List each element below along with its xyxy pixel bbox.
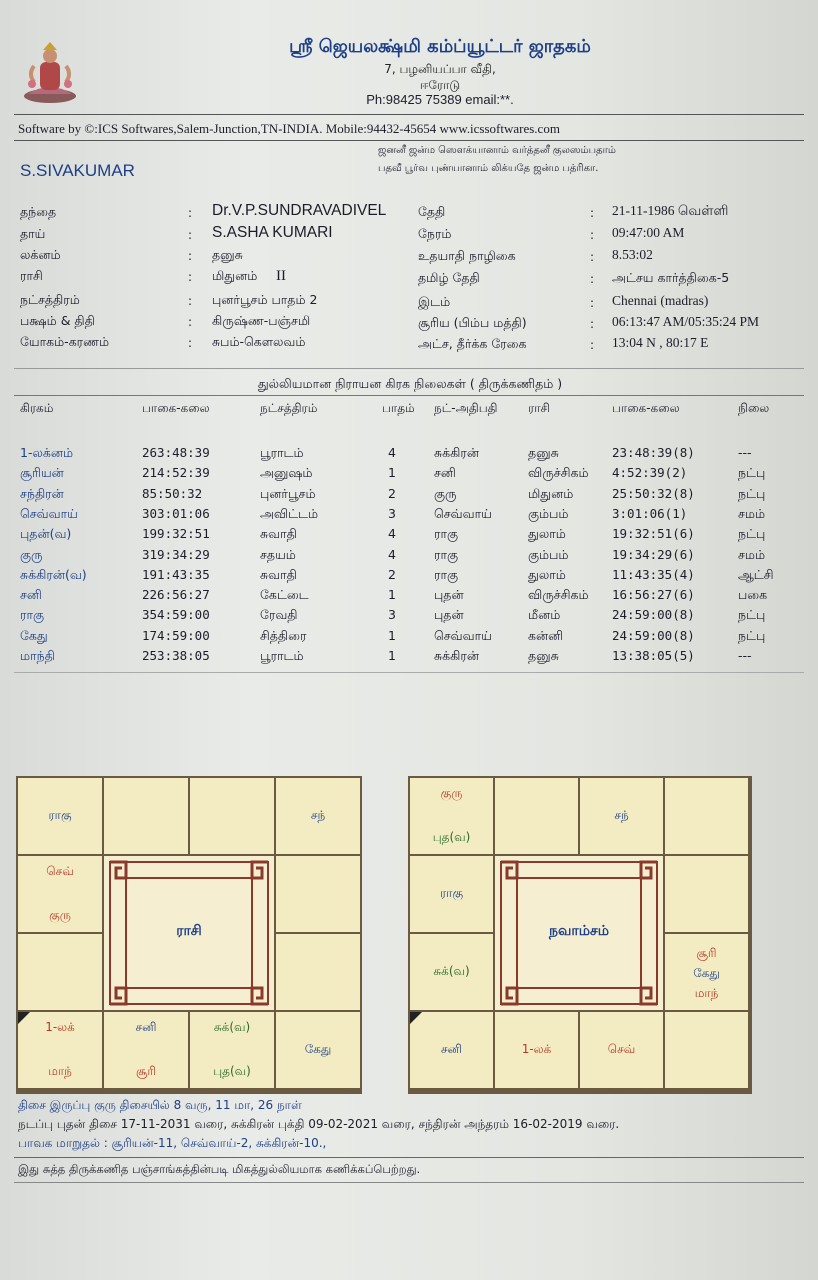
table-cell: 214:52:39: [142, 465, 210, 481]
planet-label: குரு: [440, 786, 463, 800]
label-tamil-date: தமிழ் தேதி: [418, 270, 480, 285]
chart-house: [18, 778, 102, 854]
rasi-chart: [16, 776, 362, 1094]
divider: [14, 140, 804, 141]
planet-table-title: துல்லியமான நிராயன கிரக நிலைகள் ( திருக்கணிதம் ): [257, 376, 563, 391]
table-cell: நட்பு: [738, 465, 766, 481]
chart-house: [665, 1012, 748, 1088]
navamsa-chart: [408, 776, 752, 1094]
table-cell: செவ்வாய்: [434, 627, 492, 643]
table-cell: துலாம்: [528, 526, 566, 542]
address-line-1: 7, பழனியப்பா வீதி,: [384, 62, 496, 76]
table-cell: 199:32:51: [142, 526, 210, 542]
label-mother: தாய்: [20, 226, 46, 241]
table-cell: 226:56:27: [142, 587, 210, 603]
table-cell: நட்பு: [738, 485, 766, 501]
label-sunrise: சூரிய (பிம்ப மத்தி): [418, 315, 527, 330]
chart-house: [665, 934, 748, 1010]
table-cell: பூராடம்: [260, 445, 304, 460]
table-cell: 3: [388, 607, 396, 623]
label-udayathi: உதயாதி நாழிகை: [418, 248, 516, 263]
table-cell: 1: [388, 648, 396, 663]
table-cell: 19:34:29(6): [612, 546, 695, 562]
value-time: 09:47:00 AM: [612, 225, 685, 240]
table-cell: தனுசு: [528, 648, 559, 663]
table-cell: ---: [738, 445, 752, 460]
planet-name-cell: சுக்கிரன்(வ): [20, 566, 87, 582]
planet-label: புத(வ): [432, 830, 471, 844]
table-header: ராசி: [528, 401, 550, 415]
label-rasi: ராசி: [20, 268, 43, 283]
label-lat-long: அட்ச, தீர்க்க ரேகை: [418, 336, 527, 351]
planet-name-cell: ராகு: [20, 607, 45, 623]
value-date: 21-11-1986 வெள்ளி: [612, 203, 729, 218]
table-cell: கேட்டை: [260, 587, 309, 603]
table-cell: ராகு: [434, 526, 459, 542]
chart-house: [18, 1012, 102, 1088]
table-cell: ராகு: [434, 546, 459, 562]
planet-name-cell: சூரியன்: [20, 465, 64, 481]
chart-house: [276, 1012, 360, 1088]
planet-label: சூரி: [696, 946, 717, 960]
table-cell: புனர்பூசம்: [260, 485, 316, 501]
table-cell: சுக்கிரன்: [434, 445, 479, 460]
table-cell: நட்பு: [738, 526, 766, 542]
table-cell: 4: [388, 546, 396, 562]
chart-house: [495, 1012, 578, 1088]
planet-label: கேது: [304, 1042, 332, 1056]
chart-house: [410, 778, 493, 854]
planet-name-cell: செவ்வாய்: [20, 505, 78, 521]
address-line-2: ஈரோடு: [419, 78, 461, 92]
table-cell: 191:43:35: [142, 566, 210, 582]
label-lagna: லக்னம்: [20, 247, 61, 262]
table-cell: 2: [388, 566, 396, 582]
value-paksha-tithi: கிருஷ்ண-பஞ்சமி: [212, 313, 311, 328]
label-star: நட்சத்திரம்: [20, 292, 80, 307]
chart-house: [665, 778, 748, 854]
table-cell: சுவாதி: [260, 566, 297, 582]
table-cell: 23:48:39(8): [612, 445, 695, 460]
chart-house: [276, 856, 360, 932]
value-sunrise: 06:13:47 AM/05:35:24 PM: [612, 314, 760, 329]
table-cell: குரு: [434, 485, 457, 501]
table-cell: நட்பு: [738, 607, 766, 623]
planet-label: ராகு: [439, 886, 464, 900]
table-header: பாகை-கலை: [142, 401, 210, 415]
table-header: நட்சத்திரம்: [260, 401, 318, 415]
table-header: நட்-அதிபதி: [434, 401, 498, 415]
planet-label: குரு: [49, 908, 71, 922]
table-cell: புதன்: [434, 587, 464, 603]
table-cell: 253:38:05: [142, 648, 210, 663]
divider: [14, 368, 804, 369]
table-cell: மிதுனம்: [528, 485, 574, 501]
value-lat-long: 13:04 N , 80:17 E: [612, 335, 709, 350]
table-cell: நட்பு: [738, 627, 766, 643]
table-cell: 3:01:06(1): [612, 505, 688, 521]
current-dasa: நடப்பு புதன் திசை 17-11-2031 வரை, சுக்கிரன் புக்தி 09-02-2021 வரை, சந்திரன் அந்தரம் 16-02-2019 வரை.: [18, 1117, 620, 1131]
table-cell: 3: [388, 505, 396, 521]
chart-house: [276, 934, 360, 1010]
table-cell: 1: [388, 465, 396, 481]
table-header: பாதம்: [382, 401, 415, 415]
value-mother: S.ASHA KUMARI: [212, 224, 333, 241]
table-cell: 263:48:39: [142, 445, 210, 460]
table-cell: 1: [388, 587, 396, 603]
planet-name-cell: குரு: [20, 546, 43, 562]
label-paksha-tithi: பக்ஷம் & திதி: [20, 313, 95, 328]
label-place: இடம்: [418, 294, 451, 309]
phone-email: Ph:98425 75389 email:**.: [366, 92, 514, 107]
table-cell: சுக்கிரன்: [434, 648, 479, 663]
lagna-marker-icon: [18, 1012, 30, 1024]
chart-center: [495, 856, 663, 1010]
table-cell: 174:59:00: [142, 627, 210, 643]
page-title: ஸ்ரீ ஜெயலக்ஷ்மி கம்ப்யூட்டர் ஜாதகம்: [289, 36, 591, 57]
label-date: தேதி: [418, 204, 446, 219]
label-time: நேரம்: [418, 226, 452, 241]
table-header: பாகை-கலை: [612, 401, 680, 415]
table-cell: சனி: [434, 465, 456, 481]
divider: [14, 1157, 804, 1158]
chart-house: [410, 934, 493, 1010]
chart-house: [18, 934, 102, 1010]
chart-house: [495, 778, 578, 854]
chart-center-label: நவாம்சம்: [549, 923, 609, 939]
value-udayathi: 8.53:02: [612, 247, 653, 262]
planet-label: மாந்: [48, 1064, 72, 1078]
planet-label: சூரி: [135, 1064, 157, 1078]
table-cell: விருச்சிகம்: [528, 465, 589, 481]
value-rasi-extra: II: [276, 268, 286, 284]
table-cell: அனுஷம்: [260, 465, 313, 481]
planet-label: சனி: [135, 1020, 157, 1034]
table-cell: சித்திரை: [260, 627, 307, 643]
blessing-line-1: ஜனனீ ஜன்ம ஸௌக்யானாம் வர்த்தனீ குலஸம்பதாம்: [378, 145, 616, 156]
chart-house: [580, 778, 663, 854]
planet-name-cell: 1-லக்னம்: [20, 445, 74, 460]
planet-label: செவ்: [607, 1042, 636, 1056]
chart-house: [104, 778, 188, 854]
table-cell: ரேவதி: [260, 607, 298, 623]
planet-name-cell: புதன்(வ): [20, 526, 72, 542]
table-cell: பகை: [738, 587, 768, 603]
planet-label: புத(வ): [213, 1064, 251, 1078]
value-yoga-karana: சுபம்-கௌலவம்: [212, 334, 306, 349]
table-cell: சமம்: [738, 546, 766, 562]
table-cell: 16:56:27(6): [612, 587, 695, 603]
table-cell: 13:38:05(5): [612, 648, 695, 663]
chart-house: [665, 856, 748, 932]
table-cell: ராகு: [434, 566, 459, 582]
planet-label: ராகு: [48, 808, 72, 822]
planet-label: மாந்: [694, 986, 719, 1000]
planet-name-cell: சனி: [20, 587, 42, 603]
planet-name-cell: சந்திரன்: [20, 485, 64, 501]
bhava-change: பாவக மாறுதல் : சூரியன்-11, செவ்வாய்-2, சுக்கிரன்-10.,: [18, 1136, 327, 1150]
table-cell: 1: [388, 627, 396, 643]
lagna-marker-icon: [410, 1012, 422, 1024]
value-tamil-date: அட்சய கார்த்திகை-5: [612, 270, 730, 285]
table-cell: கன்னி: [528, 627, 564, 643]
chart-house: [18, 856, 102, 932]
table-cell: 11:43:35(4): [612, 566, 695, 582]
chart-center: [104, 856, 274, 1010]
planet-label: சந்: [614, 808, 629, 822]
person-name: S.SIVAKUMAR: [20, 161, 135, 180]
lakshmi-deity-icon: [22, 40, 78, 104]
planet-label: சனி: [441, 1042, 462, 1056]
chart-house: [190, 1012, 274, 1088]
table-cell: புதன்: [434, 607, 464, 623]
chart-house: [190, 778, 274, 854]
planet-label: 1-லக்: [521, 1042, 552, 1056]
table-cell: கும்பம்: [528, 505, 569, 521]
chart-house: [276, 778, 360, 854]
software-credit: Software by ©:ICS Softwares,Salem-Junction,TN-INDIA. Mobile:94432-45654 www.icssoftwares.com: [18, 121, 560, 136]
table-cell: 4:52:39(2): [612, 465, 688, 481]
blessing-line-2: பதவீ பூர்வ புண்யானாம் லிக்யதே ஜன்ம பத்ரிகா.: [378, 163, 599, 174]
table-cell: 24:59:00(8): [612, 607, 695, 623]
table-cell: 4: [388, 526, 396, 542]
chart-house: [580, 1012, 663, 1088]
table-cell: ஆட்சி: [738, 566, 774, 582]
value-place: Chennai (madras): [612, 293, 709, 308]
table-cell: 24:59:00(8): [612, 627, 695, 643]
table-header: கிரகம்: [20, 401, 54, 415]
planet-label: கேது: [693, 966, 720, 980]
chart-house: [410, 1012, 493, 1088]
planet-label: சந்: [310, 808, 326, 822]
value-star: புனர்பூசம் பாதம் 2: [212, 292, 318, 307]
planet-label: சுக்(வ): [213, 1020, 251, 1034]
table-header: நிலை: [738, 401, 770, 415]
planet-label: 1-லக்: [45, 1020, 75, 1034]
table-cell: 85:50:32: [142, 485, 203, 501]
chart-house: [104, 1012, 188, 1088]
table-cell: 319:34:29: [142, 546, 210, 562]
horoscope-page: ஸ்ரீ ஜெயலக்ஷ்மி கம்ப்யூட்டர் ஜாதகம் 7, பழனியப்பா வீதி, ஈரோடு Ph:98425 75389 email:**. Software by ©:ICS Softwares,Salem-Junction,TN-INDIA. Mobile:94432-45654 www.icssoftwares.com S.SIVAKUMAR ஜனனீ ஜன்ம ஸௌக்யானாம் வர்த்தனீ குலஸம்பதாம் பதவீ பூர்வ புண்யானாம் லிக்யதே ஜன்ம பத்ரிகா. தந்தை தாய் லக்னம் ராசி நட்சத்திரம் பக்ஷம் & திதி யோகம்-கரணம் : : : : : : : Dr.V.P.SUNDRAVADIVEL S.ASHA KUMARI தனுசு மிதுனம் II புனர்பூசம் பாதம் 2 கிருஷ்ண-பஞ்சமி சுபம்-கௌலவம் தேதி நேரம் உதயாதி நாழிகை தமிழ் தேதி இடம் சூரிய (பிம்ப மத்தி) அட்ச, தீர்க்க ரேகை : : : : : : : 21-11-1986 வெள்ளி 09:47:00 AM 8.53:02 அட்சய கார்த்திகை-5 Chennai (madras) 06:13:47 AM/05:35:24 PM 13:04 N , 80:17 E துல்லியமான நிராயன கிரக நிலைகள் ( திருக்கணிதம் ) கிரகம் பாகை-கலை நட்சத்திரம் பாதம் நட்-அதிபதி ராசி பாகை-கலை நிலை 1-லக்னம் 263:48:39 பூராடம் 4 சுக்கிரன் தனுசு 23:48:39(8) --- சூரியன் 214:52:39 அனுஷம் 1 சனி விருச்சிகம் 4:52:39(2) நட்பு சந்திரன் 85:50:32 புனர்பூசம் 2 குரு மிதுனம் 25:50:32(8) நட்பு செவ்வாய் 303:01:06 அவிட்டம் 3 செவ்வாய் கும்பம் 3:01:06(1) சமம் புதன்(வ) 199:32:51 சுவாதி 4 ராகு துலாம் 19:32:51(6) நட்பு குரு 319:34:29 சதயம் 4 ராகு கும்பம் 19:34:29(6) சமம் சுக்கிரன்(வ) 191:43:35 சுவாதி 2 ராகு துலாம் 11:43:35(4) ஆட்சி சனி 226:56:27 கேட்டை 1 புதன் விருச்சிகம் 16:56:27(6) பகை ராகு 354:59:00 ரேவதி 3 புதன் மீனம் 24:59:00(8) நட்பு கேது 174:59:00 சித்திரை 1 செவ்வாய் கன்னி 24:59:00(8) நட்பு மாந்தி 253:38:05 பூராடம் 1 சுக்கிரன் தனுசு 13:38:05(5) --- ராகு சந் செவ் குரு 1-லக் மாந் சனி சூரி சுக்(வ) புத(வ) கேது ராசி குரு புத(வ) சந் ராகு சுக்(வ) சூரி கேது மாந் சனி 1-லக் செவ் நவாம்சம் திசை இருப்பு குரு திசையில் 8 வரு, 11 மா, 26 நாள் நடப்பு புதன் திசை 17-11-2031 வரை, சுக்கிரன் புக்தி 09-02-2021 வரை, சந்திரன் அந்தரம் 16-02-2019 வரை. பாவக மாறுதல் : சூரியன்-11, செவ்வாய்-2, சுக்கிரன்-10., இது சுத்த திருக்கணித பஞ்சாங்கத்தின்படி மிகத்துல்லியமாக கணிக்கப்பெற்றது.: [0, 0, 818, 1280]
planet-label: செவ்: [46, 864, 74, 878]
table-cell: செவ்வாய்: [434, 505, 492, 521]
table-cell: அவிட்டம்: [260, 505, 319, 521]
table-cell: மீனம்: [528, 607, 561, 623]
value-lagna: தனுசு: [212, 247, 243, 262]
planet-label: சுக்(வ): [433, 964, 470, 978]
table-cell: விருச்சிகம்: [528, 587, 589, 603]
table-cell: தனுசு: [528, 445, 559, 460]
divider: [14, 395, 804, 396]
dasa-balance: திசை இருப்பு குரு திசையில் 8 வரு, 11 மா, 26 நாள்: [18, 1098, 302, 1112]
chart-house: [410, 856, 493, 932]
table-cell: சமம்: [738, 505, 766, 521]
divider: [14, 1182, 804, 1183]
divider: [14, 114, 804, 115]
table-cell: கும்பம்: [528, 546, 569, 562]
label-yoga-karana: யோகம்-கரணம்: [20, 334, 110, 349]
table-cell: 303:01:06: [142, 505, 210, 521]
table-cell: துலாம்: [528, 566, 566, 582]
table-cell: சுவாதி: [260, 526, 297, 542]
label-father: தந்தை: [20, 204, 57, 219]
table-cell: பூராடம்: [260, 648, 304, 663]
table-cell: 19:32:51(6): [612, 526, 695, 542]
table-cell: ---: [738, 648, 752, 663]
planet-name-cell: மாந்தி: [20, 648, 55, 663]
divider: [14, 672, 804, 673]
chart-center-label: ராசி: [176, 923, 202, 939]
value-father: Dr.V.P.SUNDRAVADIVEL: [212, 202, 387, 219]
table-cell: 2: [388, 485, 396, 501]
planet-name-cell: கேது: [20, 627, 48, 643]
footer-note: இது சுத்த திருக்கணித பஞ்சாங்கத்தின்படி மிகத்துல்லியமாக கணிக்கப்பெற்றது.: [18, 1162, 421, 1176]
table-cell: 4: [388, 445, 396, 460]
value-rasi: மிதுனம்: [212, 268, 258, 283]
table-cell: சதயம்: [260, 546, 296, 562]
table-cell: 25:50:32(8): [612, 485, 695, 501]
table-cell: 354:59:00: [142, 607, 210, 623]
